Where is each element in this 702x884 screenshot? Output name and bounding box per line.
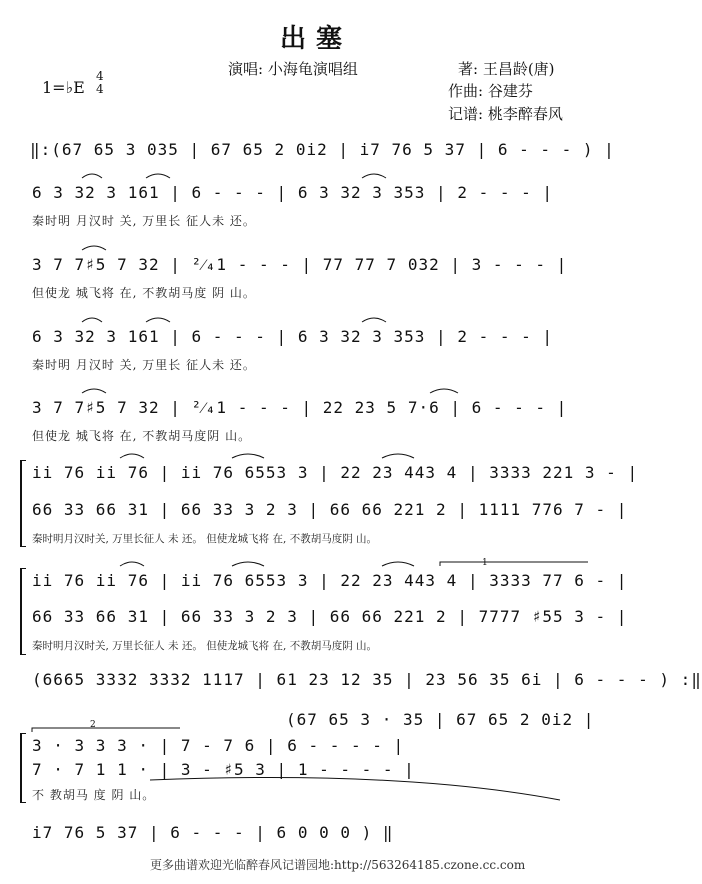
section1-notes: 6 3 32 3 161 | 6 - - - | 6 3 32 3 353 | 2 - - - |	[32, 183, 554, 202]
slur-mark	[120, 562, 144, 566]
volta-1: 1	[482, 558, 488, 568]
slur-mark	[82, 246, 106, 250]
slur-mark	[362, 174, 386, 178]
part2-upper-notes: ii 76 ii 76 | ii 76 6553 3 | 22 23 443 4 | 3333 77 6 - |	[32, 571, 628, 590]
lyricist: 著: 王昌龄(唐)	[458, 60, 555, 78]
section2-lyrics: 但使龙 城飞将 在, 不教胡马度 阴 山。	[32, 286, 256, 300]
slur-mark	[232, 454, 264, 458]
section4-lyrics: 但使龙 城飞将 在, 不教胡马度阴 山。	[32, 429, 252, 443]
key-signature: 1=♭E	[42, 78, 85, 97]
slur-mark	[232, 562, 264, 566]
ending-upper-notes: 3 · 3 3 3 · | 7 - 7 6 | 6 - - - - |	[32, 736, 405, 755]
time-top: 4	[96, 69, 104, 83]
volta-bracket-1	[440, 562, 588, 566]
slur-mark	[382, 454, 414, 458]
coda-line: i7 76 5 37 | 6 - - - | 6 0 0 0 ) ‖	[32, 823, 394, 842]
section1-lyrics: 秦时明 月汉时 关, 万里长 征人未 还。	[32, 214, 256, 228]
section2-notes: 3 7 7♯5 7 32 | ²⁄₄1 - - - | 77 77 7 032 | 3 - - - |	[32, 255, 568, 274]
interlude-line: (6665 3332 3332 1117 | 61 23 12 35 | 23 56 35 6i | 6 - - - ) :‖	[32, 670, 702, 689]
part2-lyrics: 秦时明月汉时关, 万里长征人 未 还。 但使龙城飞将 在, 不教胡马度阴 山。	[32, 640, 378, 652]
slur-mark	[382, 562, 414, 566]
slur-mark	[146, 318, 170, 322]
section3-lyrics: 秦时明 月汉时 关, 万里长 征人未 还。	[32, 358, 256, 372]
composer: 作曲: 谷建芬	[448, 82, 533, 100]
slur-mark	[82, 389, 106, 393]
intro-line: ‖:(67 65 3 035 | 67 65 2 0i2 | i7 76 5 37 | 6 - - - ) |	[30, 140, 615, 159]
part1-lyrics: 秦时明月汉时关, 万里长征人 未 还。 但使龙城飞将 在, 不教胡马度阴 山。	[32, 533, 378, 545]
ending-intro-line: (67 65 3 · 35 | 67 65 2 0i2 |	[286, 710, 595, 729]
slur-mark	[430, 389, 458, 393]
time-bottom: 4	[96, 82, 104, 96]
ending-lower-notes: 7 · 7 1 1 · | 3 - ♯5 3 | 1 - - - - |	[32, 760, 415, 779]
slur-mark	[362, 318, 386, 322]
volta-2: 2	[90, 720, 96, 730]
volta-bracket-2	[32, 728, 180, 732]
page-title: 出塞	[279, 24, 352, 54]
phrase-slur	[150, 778, 560, 801]
slur-mark	[120, 454, 144, 458]
transcriber: 记谱: 桃李醉春风	[448, 105, 563, 123]
slur-mark	[82, 174, 102, 178]
slur-mark	[82, 318, 102, 322]
footer-credit: 更多曲谱欢迎光临醉春风记谱园地:http://563264185.czone.cc.com	[150, 858, 526, 872]
section4-notes: 3 7 7♯5 7 32 | ²⁄₄1 - - - | 22 23 5 7·6 | 6 - - - |	[32, 398, 568, 417]
part1-lower-notes: 66 33 66 31 | 66 33 3 2 3 | 66 66 221 2 | 1111 776 7 - |	[32, 500, 628, 519]
section3-notes: 6 3 32 3 161 | 6 - - - | 6 3 32 3 353 | 2 - - - |	[32, 327, 554, 346]
part1-upper-notes: ii 76 ii 76 | ii 76 6553 3 | 22 23 443 4 | 3333 221 3 - |	[32, 463, 639, 482]
singer: 演唱: 小海龟演唱组	[228, 60, 358, 78]
ending-lyrics: 不 教胡马 度 阴 山。	[32, 788, 156, 802]
slur-mark	[146, 174, 170, 178]
part2-lower-notes: 66 33 66 31 | 66 33 3 2 3 | 66 66 221 2 | 7777 ♯55 3 - |	[32, 607, 628, 626]
